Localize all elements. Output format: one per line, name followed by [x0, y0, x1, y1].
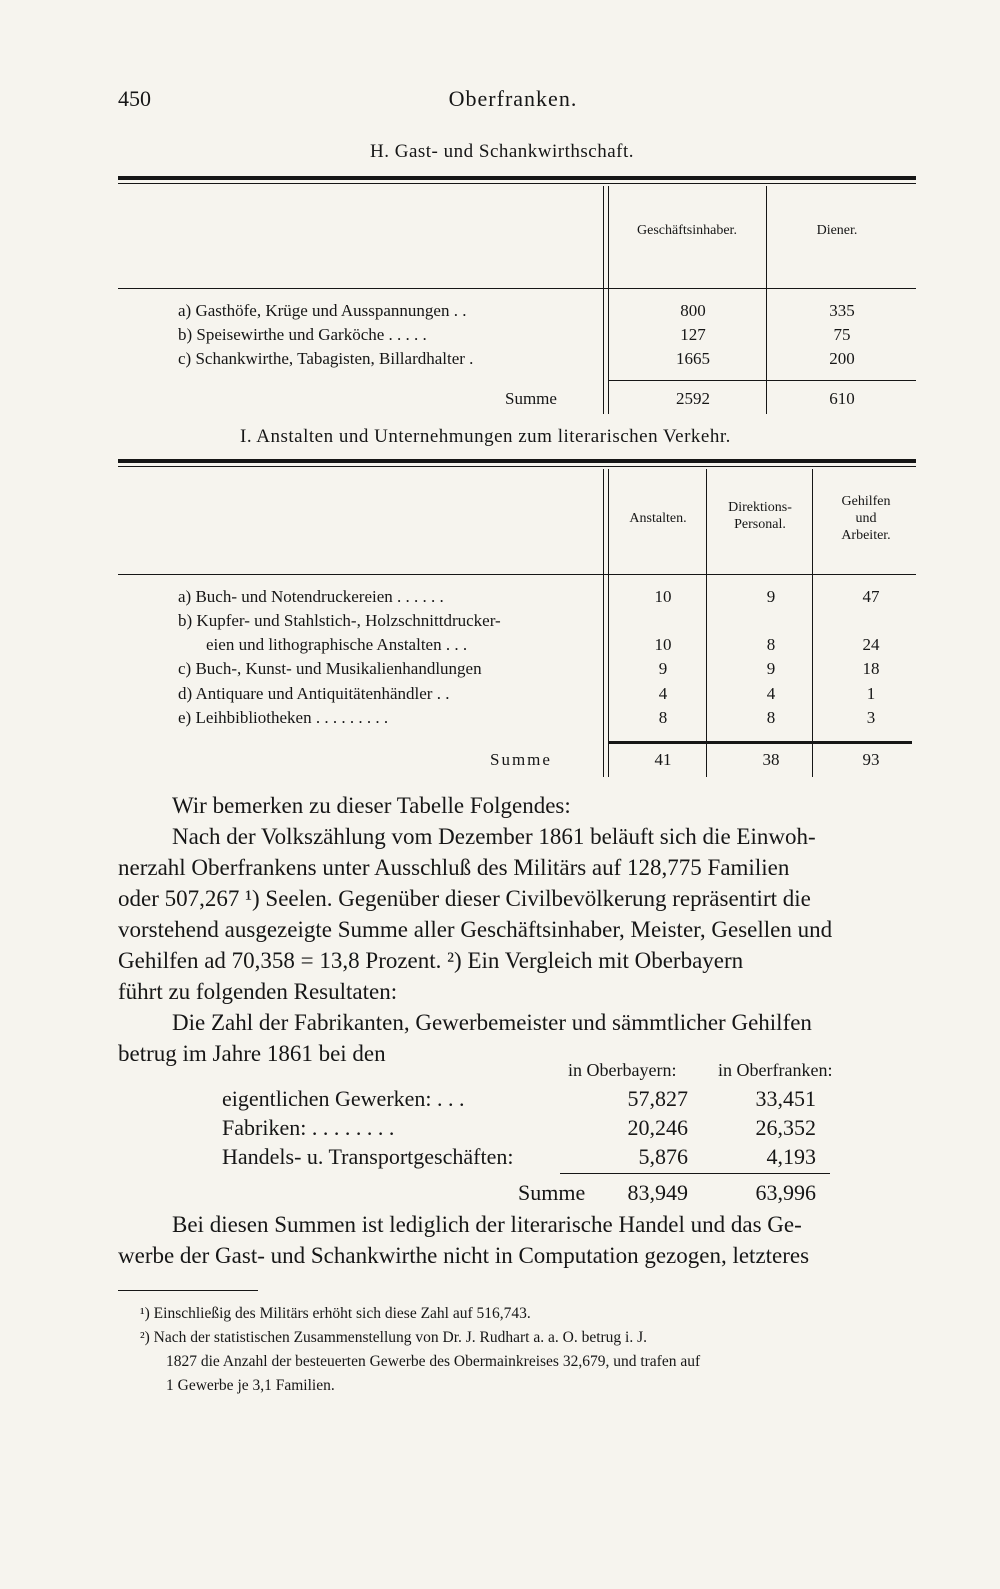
footnote-line: ²) Nach der statistischen Zusammenstellung von Dr. J. Rudhart a. a. O. betrug i. J. — [140, 1329, 648, 1346]
section-i-divider-mid — [706, 469, 707, 777]
section-h-value: 200 — [829, 349, 855, 368]
section-h-value: 335 — [829, 301, 855, 320]
section-i-col-header-3-line: und — [855, 511, 877, 526]
section-i-row-label: e) Leihbibliotheken . . . . . . . . . — [178, 708, 389, 727]
section-h-sum-rule — [608, 380, 916, 381]
section-i-row-label: a) Buch- und Notendruckereien . . . . . . — [178, 587, 444, 606]
section-i-col-header-2 — [710, 499, 810, 533]
section-i-sum-value: 93 — [862, 750, 880, 769]
section-h-row-label: a) Gasthöfe, Krüge und Ausspannungen . . — [178, 301, 467, 320]
body-line: werbe der Gast- und Schankwirthe nicht in Computation gezogen, letzteres — [118, 1243, 810, 1268]
section-i-value: 47 — [862, 587, 880, 606]
body-line: Wir bemerken zu dieser Tabelle Folgendes: — [172, 793, 571, 818]
footnote-line: ¹) Einschließig des Militärs erhöht sich diese Zahl auf 516,743. — [140, 1305, 531, 1322]
section-i-row-label: d) Antiquare und Antiquitätenhändler . . — [178, 684, 450, 703]
section-i-col-header-1: Anstalten. — [629, 511, 687, 526]
section-i-sum-value: 38 — [762, 750, 780, 769]
section-h-value: 1665 — [676, 349, 710, 368]
section-i-top-rule-thin — [118, 466, 916, 467]
section-h-row-label: c) Schankwirthe, Tabagisten, Billardhalter . — [178, 349, 474, 368]
section-i-top-rule — [118, 459, 916, 463]
body-line: Nach der Volkszählung vom Dezember 1861 beläuft sich die Einwoh- — [172, 824, 816, 849]
body-line: betrug im Jahre 1861 bei den — [118, 1041, 386, 1066]
comparison-sum-value: 63,996 — [755, 1180, 816, 1205]
section-i-value: 8 — [658, 708, 668, 727]
page-number: 450 — [118, 86, 151, 111]
section-i-col-header-3 — [816, 493, 916, 544]
section-i-header-rule — [118, 574, 916, 575]
comparison-value: 57,827 — [627, 1086, 688, 1111]
section-h-top-rule — [118, 176, 916, 180]
comparison-value: 5,876 — [638, 1144, 688, 1169]
section-i-divider-left-a — [603, 469, 604, 777]
comparison-sum-rule — [560, 1173, 830, 1174]
section-i-row-label: eien und lithographische Anstalten . . . — [206, 635, 468, 654]
comparison-row-label: eigentlichen Gewerken: . . . — [222, 1086, 465, 1111]
section-i-value: 18 — [862, 659, 880, 678]
section-h-col-header-1: Geschäftsinhaber. — [637, 223, 737, 238]
section-h-row-label: b) Speisewirthe und Garköche . . . . . — [178, 325, 427, 344]
section-h-title: H. Gast- und Schankwirthschaft. — [370, 141, 635, 162]
section-i-row-label: b) Kupfer- und Stahlstich-, Holzschnittdrucker- — [178, 611, 501, 630]
section-i-col-header-3-line: Gehilfen — [841, 494, 891, 509]
section-i-col-header-2-line: Personal. — [734, 517, 786, 532]
running-head — [118, 86, 908, 118]
comparison-sum-value: 83,949 — [627, 1180, 688, 1205]
section-i-value: 8 — [766, 708, 776, 727]
section-i-divider-right — [812, 469, 813, 777]
section-i-value: 9 — [658, 659, 668, 678]
comparison-col-header-1: in Oberbayern: — [568, 1060, 677, 1080]
section-i-value: 4 — [766, 684, 776, 703]
comparison-row-label: Fabriken: . . . . . . . . — [222, 1115, 395, 1140]
section-h-sum-label: Summe — [505, 389, 557, 408]
section-i-col-header-2-line: Direktions- — [728, 500, 792, 515]
body-line: führt zu folgenden Resultaten: — [118, 979, 398, 1004]
section-i-sum-value: 41 — [654, 750, 672, 769]
section-i-value: 9 — [766, 659, 776, 678]
body-line: Bei diesen Summen ist lediglich der literarische Handel und das Ge- — [172, 1212, 802, 1237]
footnote-line: 1827 die Anzahl der besteuerten Gewerbe des Obermainkreises 32,679, und trafen auf — [166, 1353, 701, 1370]
body-line: nerzahl Oberfrankens unter Ausschluß des Militärs auf 128,775 Familien — [118, 855, 790, 880]
comparison-value: 4,193 — [766, 1144, 816, 1169]
section-h-value: 75 — [833, 325, 851, 344]
comparison-sum-label: Summe — [518, 1180, 586, 1205]
section-i-value: 9 — [766, 587, 776, 606]
footnote-line: 1 Gewerbe je 3,1 Familien. — [166, 1377, 335, 1394]
section-i-divider-left-b — [608, 469, 609, 777]
section-h-sum-value: 2592 — [676, 389, 710, 408]
section-h-divider-left-a — [603, 186, 604, 414]
section-i-sum-rule — [608, 741, 912, 744]
comparison-value: 26,352 — [755, 1115, 816, 1140]
section-i-value: 4 — [658, 684, 668, 703]
comparison-value: 33,451 — [755, 1086, 816, 1111]
section-h-col-header-2: Diener. — [816, 223, 858, 238]
body-line: oder 507,267 ¹) Seelen. Gegenüber dieser Civilbevölkerung repräsentirt die — [118, 886, 811, 911]
section-i-value: 8 — [766, 635, 776, 654]
section-h-sum-value: 610 — [829, 389, 855, 408]
comparison-row-label: Handels- u. Transportgeschäften: — [222, 1144, 514, 1169]
section-h-header-rule — [118, 288, 916, 289]
section-h-value: 127 — [680, 325, 706, 344]
section-i-title: I. Anstalten und Unternehmungen zum literarischen Verkehr. — [240, 426, 731, 447]
section-i-value: 10 — [654, 635, 672, 654]
section-i-value: 3 — [866, 708, 876, 727]
body-line: vorstehend ausgezeigte Summe aller Geschäftsinhaber, Meister, Gesellen und — [118, 917, 833, 942]
section-h-top-rule-thin — [118, 183, 916, 184]
body-line: Die Zahl der Fabrikanten, Gewerbemeister und sämmtlicher Gehilfen — [172, 1010, 812, 1035]
footnote-rule — [118, 1290, 258, 1291]
section-i-value: 10 — [654, 587, 672, 606]
page-title: Oberfranken. — [448, 86, 578, 111]
section-i-value: 1 — [866, 684, 876, 703]
section-i-value: 24 — [862, 635, 880, 654]
section-i-sum-label: Summe — [490, 750, 552, 769]
body-line: Gehilfen ad 70,358 = 13,8 Prozent. ²) Ein Vergleich mit Oberbayern — [118, 948, 744, 973]
section-h-value: 800 — [680, 301, 706, 320]
comparison-value: 20,246 — [627, 1115, 688, 1140]
section-i-row-label: c) Buch-, Kunst- und Musikalienhandlungen — [178, 659, 482, 678]
comparison-col-header-2: in Oberfranken: — [718, 1060, 833, 1080]
section-i-col-header-3-line: Arbeiter. — [841, 528, 891, 543]
